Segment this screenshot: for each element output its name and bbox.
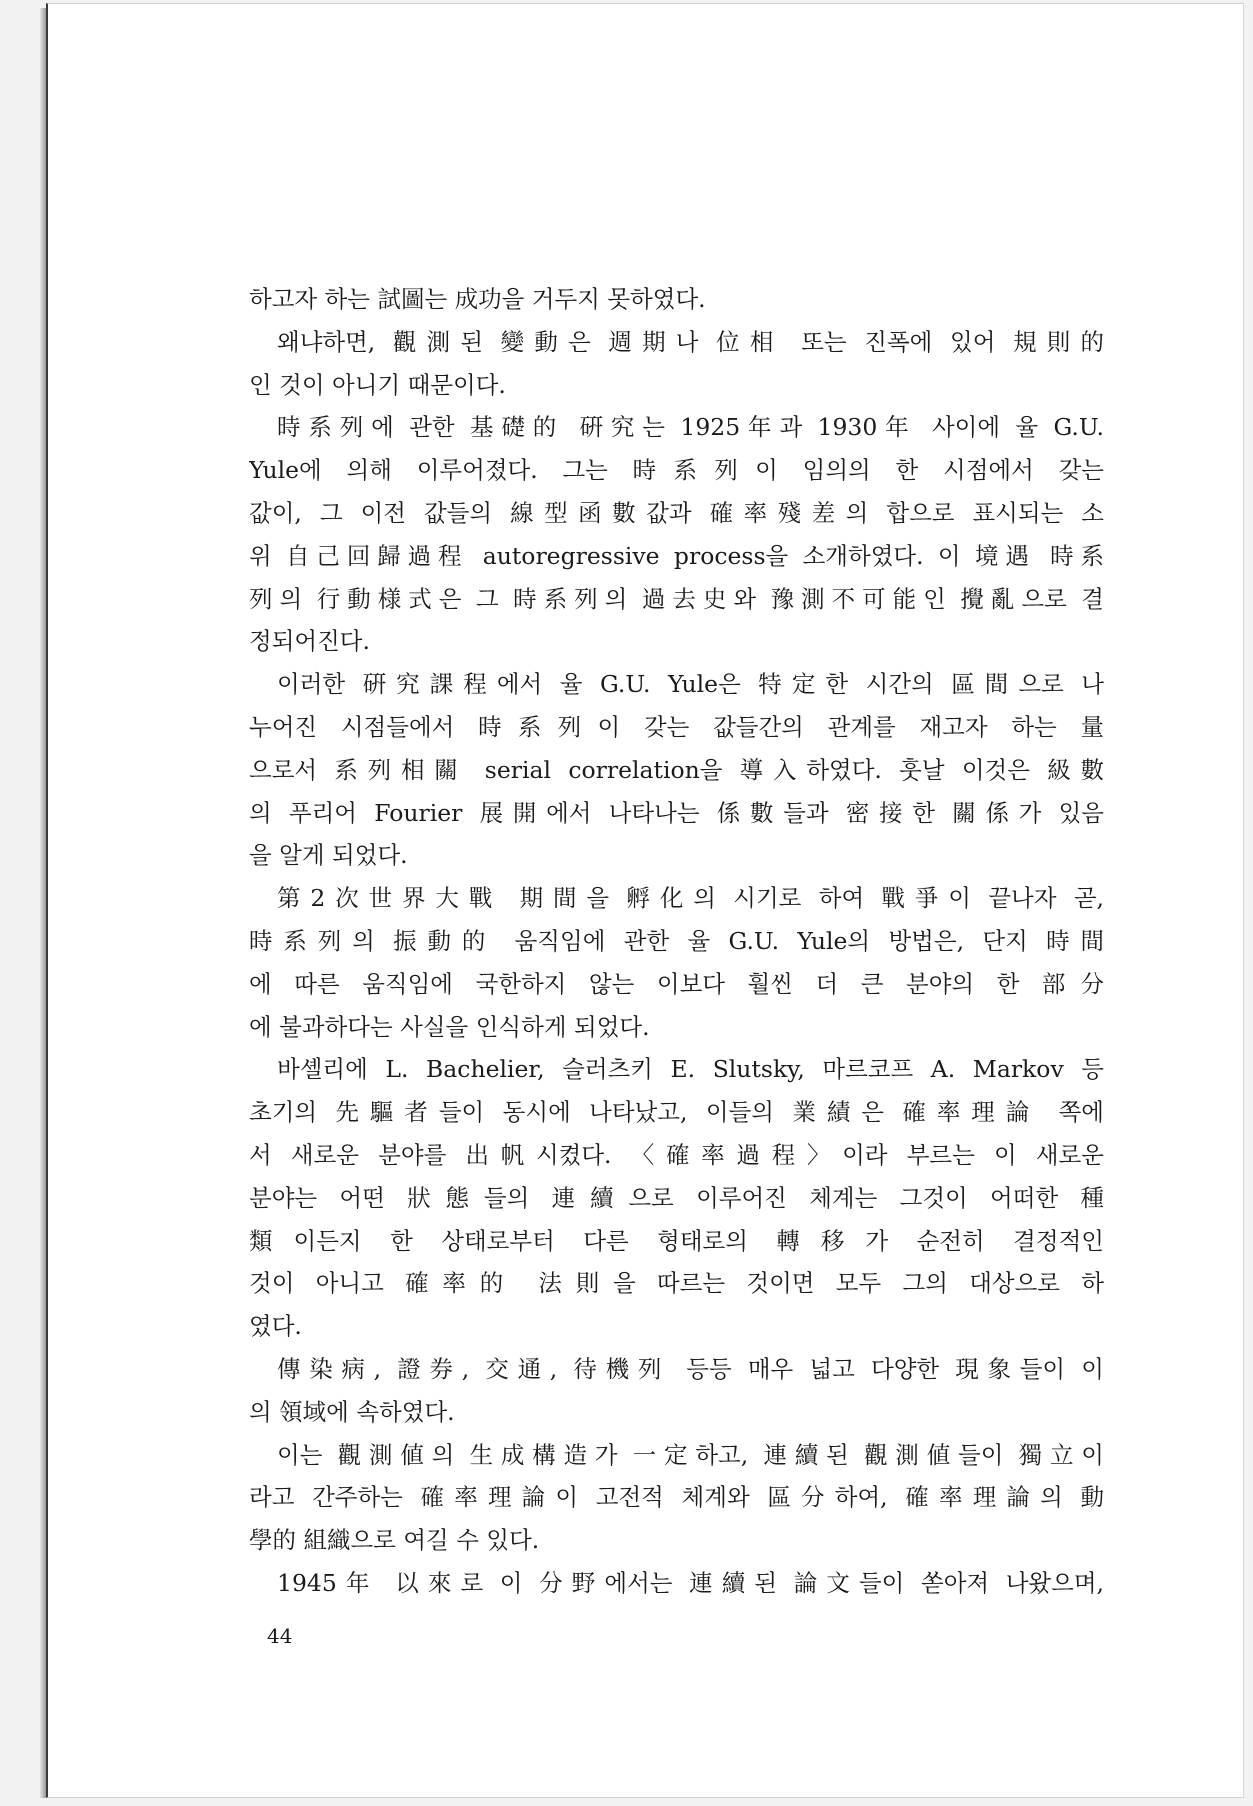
text-line: 하고자 하는 試圖는 成功을 거두지 못하였다. [249, 285, 706, 313]
text-line: 의 푸리어 Fourier 展開에서 나타나는 係數들과 密接한 關係가 있음 [249, 798, 1104, 827]
text-line: 값이, 그 이전 값들의 線型函數값과 確率殘差의 합으로 표시되는 소 [249, 498, 1104, 527]
text-line: 類이든지 한 상태로부터 다른 형태로의 轉移가 순전히 결정적인 [249, 1226, 1104, 1255]
text-line: 의 領域에 속하였다. [249, 1397, 455, 1426]
text-line: 초기의 先驅者들이 동시에 나타났고, 이들의 業績은 確率理論 쪽에 [249, 1098, 1104, 1127]
text-line: 列의 行動様式은 그 時系列의 過去史와 豫測不可能인 攪亂으로 결 [249, 584, 1104, 613]
text-line: 學的 組織으로 여길 수 있다. [249, 1526, 540, 1555]
text-line: 왜냐하면, 觀測된 變動은 週期나 位相 또는 진폭에 있어 規則的 [277, 327, 1104, 356]
text-line: 것이 아니고 確率的 法則을 따르는 것이면 모두 그의 대상으로 하 [249, 1269, 1104, 1298]
text-line: 바셸리에 L. Bachelier, 슬러츠키 E. Slutsky, 마르코프 A. Markov 등 [277, 1055, 1104, 1084]
text-line: 時系列에 관한 基礎的 硏究는 1925年과 1930年 사이에 율 G.U. [277, 413, 1104, 442]
text-line: 傳染病, 證券, 交通, 待機列 등등 매우 넓고 다양한 現象들이 이 [277, 1354, 1104, 1383]
text-line: 이러한 硏究課程에서 율 G.U. Yule은 特定한 시간의 區間으로 나 [277, 670, 1104, 699]
text-line: 서 새로운 분야를 出帆시켰다. 〈確率過程〉이라 부르는 이 새로운 [249, 1140, 1104, 1169]
text-line: 에 따른 움직임에 국한하지 않는 이보다 훨씬 더 큰 분야의 한 部分 [249, 969, 1104, 998]
text-line: 인 것이 아니기 때문이다. [249, 370, 506, 399]
text-line: 정되어진다. [249, 627, 370, 656]
text-line: 분야는 어떤 狀態들의 連續으로 이루어진 체계는 그것이 어떠한 種 [249, 1183, 1104, 1212]
text-line: 第2次世界大戰 期間을 孵化의 시기로 하여 戰爭이 끝나자 곧, [277, 884, 1104, 913]
text-line: 에 불과하다는 사실을 인식하게 되었다. [249, 1012, 650, 1041]
text-line: 1945年 以來로 이 分野에서는 連續된 論文들이 쏟아져 나왔으며, [277, 1568, 1104, 1597]
text-line: 였다. [249, 1312, 302, 1341]
text-line: 누어진 시점들에서 時系列이 갖는 값들간의 관계를 재고자 하는 量 [249, 712, 1104, 741]
text-line: 라고 간주하는 確率理論이 고전적 체계와 區分하여, 確率理論의 動 [249, 1483, 1104, 1512]
text-line: 을 알게 되었다. [249, 841, 408, 870]
body-text [249, 278, 1104, 1605]
text-line: 위 自己回歸過程 autoregressive process을 소개하였다. 이 境遇 時系 [249, 541, 1104, 570]
text-line: 으로서 系列相關 serial correlation을 導入하였다. 훗날 이것은 級數 [249, 755, 1104, 784]
text-line: 時系列의 振動的 움직임에 관한 율 G.U. Yule의 방법은, 단지 時間 [249, 926, 1104, 955]
text-line: 이는 觀測値의 生成構造가 一定하고, 連續된 觀測値들이 獨立이 [277, 1440, 1104, 1469]
text-line: Yule에 의해 이루어졌다. 그는 時系列이 임의의 한 시점에서 갖는 [249, 456, 1104, 485]
page-number: 44 [267, 1624, 293, 1648]
